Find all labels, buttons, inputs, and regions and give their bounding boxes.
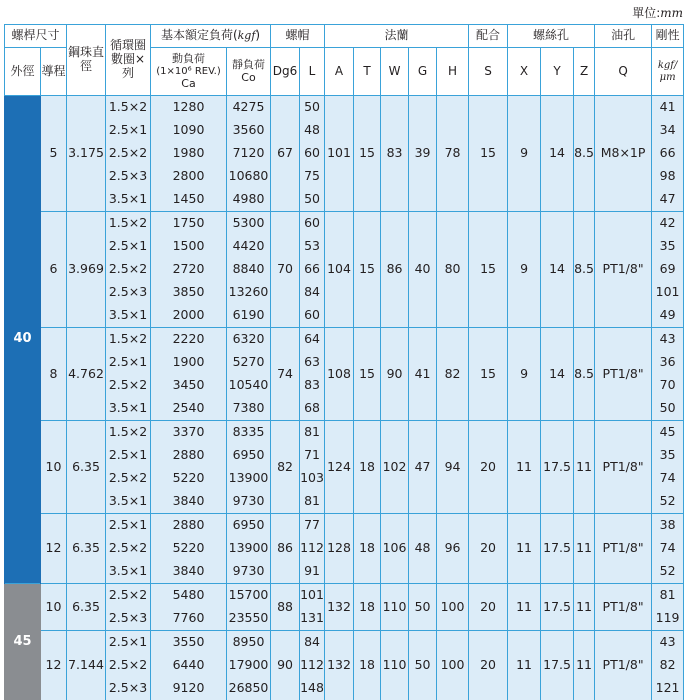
ball-screw-spec-table xyxy=(4,24,684,700)
s-cell: 20 xyxy=(469,514,508,584)
dynamic-load-cell: 5220 xyxy=(151,467,227,490)
t-cell: 15 xyxy=(354,96,381,212)
header-y: Y xyxy=(541,48,574,96)
header-flange: 法蘭 xyxy=(325,25,469,48)
table-body xyxy=(5,96,684,700)
x-cell: 11 xyxy=(508,421,541,514)
header-s: S xyxy=(469,48,508,96)
x-cell: 11 xyxy=(508,584,541,631)
static-load-cell: 5300 xyxy=(227,212,271,236)
t-cell: 18 xyxy=(354,631,381,700)
w-cell: 83 xyxy=(381,96,409,212)
circuits-cell: 2.5×2 xyxy=(106,467,151,490)
g-cell: 47 xyxy=(409,421,437,514)
x-cell: 9 xyxy=(508,96,541,212)
h-cell: 94 xyxy=(437,421,469,514)
l-cell: 103 xyxy=(300,467,325,490)
stiffness-cell: 43 xyxy=(652,631,684,655)
circuits-cell: 2.5×1 xyxy=(106,119,151,142)
t-cell: 18 xyxy=(354,421,381,514)
a-cell: 132 xyxy=(325,584,354,631)
static-load-cell: 5270 xyxy=(227,351,271,374)
dg6-cell: 74 xyxy=(271,328,300,421)
circuits-cell: 2.5×1 xyxy=(106,444,151,467)
circuits-cell: 2.5×1 xyxy=(106,235,151,258)
q-cell: PT1/8" xyxy=(595,328,652,421)
dynamic-load-cell: 2000 xyxy=(151,304,227,328)
h-cell: 78 xyxy=(437,96,469,212)
table-row xyxy=(5,631,684,655)
header-screw-size: 螺桿尺寸 xyxy=(5,25,67,48)
circuits-cell: 2.5×3 xyxy=(106,281,151,304)
w-cell: 110 xyxy=(381,631,409,700)
ball-dia-cell: 3.969 xyxy=(67,212,106,328)
stiffness-cell: 74 xyxy=(652,537,684,560)
lead-cell: 8 xyxy=(41,328,67,421)
static-load-cell: 13260 xyxy=(227,281,271,304)
static-load-cell: 7120 xyxy=(227,142,271,165)
dynamic-load-cell: 3840 xyxy=(151,490,227,514)
table-row xyxy=(5,514,684,538)
header-t: T xyxy=(354,48,381,96)
y-cell: 14 xyxy=(541,328,574,421)
header-lead: 導程 xyxy=(41,48,67,96)
static-load-cell: 6320 xyxy=(227,328,271,352)
circuits-cell: 2.5×3 xyxy=(106,677,151,700)
dynamic-load-cell: 1500 xyxy=(151,235,227,258)
l-cell: 112 xyxy=(300,537,325,560)
dynamic-load-cell: 3450 xyxy=(151,374,227,397)
static-load-cell: 4420 xyxy=(227,235,271,258)
header-z: Z xyxy=(574,48,595,96)
l-cell: 63 xyxy=(300,351,325,374)
dynamic-load-cell: 1280 xyxy=(151,96,227,120)
y-cell: 17.5 xyxy=(541,631,574,700)
s-cell: 15 xyxy=(469,96,508,212)
l-cell: 112 xyxy=(300,654,325,677)
table-row xyxy=(5,584,684,608)
lead-cell: 10 xyxy=(41,421,67,514)
table-row xyxy=(5,212,684,236)
stiffness-cell: 52 xyxy=(652,490,684,514)
header-g: G xyxy=(409,48,437,96)
dynamic-load-cell: 2220 xyxy=(151,328,227,352)
dg6-cell: 88 xyxy=(271,584,300,631)
header-stiff-unit: kgf/μm xyxy=(652,48,684,96)
outer-dia-cell: 40 xyxy=(5,96,41,584)
dynamic-load-cell: 5220 xyxy=(151,537,227,560)
circuits-cell: 2.5×2 xyxy=(106,584,151,608)
stiffness-cell: 38 xyxy=(652,514,684,538)
dg6-cell: 82 xyxy=(271,421,300,514)
static-load-cell: 26850 xyxy=(227,677,271,700)
l-cell: 60 xyxy=(300,212,325,236)
static-load-cell: 9730 xyxy=(227,560,271,584)
ball-dia-cell: 6.35 xyxy=(67,421,106,514)
a-cell: 104 xyxy=(325,212,354,328)
g-cell: 39 xyxy=(409,96,437,212)
q-cell: M8×1P xyxy=(595,96,652,212)
stiffness-cell: 45 xyxy=(652,421,684,445)
h-cell: 80 xyxy=(437,212,469,328)
circuits-cell: 2.5×2 xyxy=(106,142,151,165)
stiffness-cell: 119 xyxy=(652,607,684,631)
l-cell: 53 xyxy=(300,235,325,258)
s-cell: 15 xyxy=(469,328,508,421)
w-cell: 90 xyxy=(381,328,409,421)
header-outer-dia: 外徑 xyxy=(5,48,41,96)
static-load-cell: 4980 xyxy=(227,188,271,212)
q-cell: PT1/8" xyxy=(595,631,652,700)
dynamic-load-cell: 6440 xyxy=(151,654,227,677)
ball-dia-cell: 3.175 xyxy=(67,96,106,212)
l-cell: 131 xyxy=(300,607,325,631)
t-cell: 18 xyxy=(354,584,381,631)
a-cell: 128 xyxy=(325,514,354,584)
unit-label: 單位:mm xyxy=(632,4,683,21)
dynamic-load-cell: 2880 xyxy=(151,444,227,467)
y-cell: 14 xyxy=(541,96,574,212)
dynamic-load-cell: 2540 xyxy=(151,397,227,421)
g-cell: 40 xyxy=(409,212,437,328)
circuits-cell: 1.5×2 xyxy=(106,328,151,352)
stiffness-cell: 121 xyxy=(652,677,684,700)
x-cell: 9 xyxy=(508,328,541,421)
header-circuits: 循環圈數圈×列 xyxy=(106,25,151,96)
static-load-cell: 3560 xyxy=(227,119,271,142)
lead-cell: 5 xyxy=(41,96,67,212)
header-dynamic: 動負荷 (1×10⁶ REV.) Ca xyxy=(151,48,227,96)
stiffness-cell: 49 xyxy=(652,304,684,328)
header-bolt: 螺絲孔 xyxy=(508,25,595,48)
table-row xyxy=(5,328,684,352)
h-cell: 100 xyxy=(437,631,469,700)
lead-cell: 6 xyxy=(41,212,67,328)
stiffness-cell: 82 xyxy=(652,654,684,677)
s-cell: 20 xyxy=(469,584,508,631)
q-cell: PT1/8" xyxy=(595,212,652,328)
stiffness-cell: 34 xyxy=(652,119,684,142)
l-cell: 84 xyxy=(300,631,325,655)
circuits-cell: 2.5×1 xyxy=(106,514,151,538)
stiffness-cell: 81 xyxy=(652,584,684,608)
table-row xyxy=(5,421,684,445)
circuits-cell: 2.5×2 xyxy=(106,258,151,281)
static-load-cell: 8950 xyxy=(227,631,271,655)
static-load-cell: 10540 xyxy=(227,374,271,397)
dynamic-load-cell: 5480 xyxy=(151,584,227,608)
l-cell: 66 xyxy=(300,258,325,281)
stiffness-cell: 43 xyxy=(652,328,684,352)
l-cell: 101 xyxy=(300,584,325,608)
s-cell: 20 xyxy=(469,631,508,700)
l-cell: 50 xyxy=(300,96,325,120)
stiffness-cell: 98 xyxy=(652,165,684,188)
l-cell: 81 xyxy=(300,490,325,514)
stiffness-cell: 66 xyxy=(652,142,684,165)
z-cell: 11 xyxy=(574,514,595,584)
static-load-cell: 6190 xyxy=(227,304,271,328)
s-cell: 20 xyxy=(469,421,508,514)
dynamic-load-cell: 1750 xyxy=(151,212,227,236)
circuits-cell: 2.5×3 xyxy=(106,607,151,631)
circuits-cell: 3.5×1 xyxy=(106,188,151,212)
l-cell: 75 xyxy=(300,165,325,188)
static-load-cell: 9730 xyxy=(227,490,271,514)
header-x: X xyxy=(508,48,541,96)
ball-dia-cell: 4.762 xyxy=(67,328,106,421)
dynamic-load-cell: 2720 xyxy=(151,258,227,281)
header-a: A xyxy=(325,48,354,96)
dynamic-load-cell: 3850 xyxy=(151,281,227,304)
header-nut: 螺帽 xyxy=(271,25,325,48)
dynamic-load-cell: 3550 xyxy=(151,631,227,655)
q-cell: PT1/8" xyxy=(595,584,652,631)
stiffness-cell: 36 xyxy=(652,351,684,374)
dynamic-load-cell: 1900 xyxy=(151,351,227,374)
stiffness-cell: 35 xyxy=(652,235,684,258)
header-w: W xyxy=(381,48,409,96)
header-fit: 配合 xyxy=(469,25,508,48)
circuits-cell: 2.5×1 xyxy=(106,351,151,374)
h-cell: 82 xyxy=(437,328,469,421)
w-cell: 106 xyxy=(381,514,409,584)
stiffness-cell: 74 xyxy=(652,467,684,490)
l-cell: 81 xyxy=(300,421,325,445)
l-cell: 84 xyxy=(300,281,325,304)
dynamic-load-cell: 3840 xyxy=(151,560,227,584)
g-cell: 50 xyxy=(409,584,437,631)
l-cell: 60 xyxy=(300,142,325,165)
stiffness-cell: 70 xyxy=(652,374,684,397)
dynamic-load-cell: 1450 xyxy=(151,188,227,212)
circuits-cell: 3.5×1 xyxy=(106,397,151,421)
l-cell: 148 xyxy=(300,677,325,700)
static-load-cell: 13900 xyxy=(227,467,271,490)
static-load-cell: 6950 xyxy=(227,514,271,538)
static-load-cell: 13900 xyxy=(227,537,271,560)
w-cell: 86 xyxy=(381,212,409,328)
circuits-cell: 2.5×2 xyxy=(106,654,151,677)
header-stiff: 剛性 xyxy=(652,25,684,48)
header-dg6: Dg6 xyxy=(271,48,300,96)
dynamic-load-cell: 1090 xyxy=(151,119,227,142)
dynamic-load-cell: 2800 xyxy=(151,165,227,188)
t-cell: 15 xyxy=(354,212,381,328)
a-cell: 124 xyxy=(325,421,354,514)
circuits-cell: 1.5×2 xyxy=(106,212,151,236)
stiffness-cell: 50 xyxy=(652,397,684,421)
header-static: 靜負荷 Co xyxy=(227,48,271,96)
circuits-cell: 2.5×3 xyxy=(106,165,151,188)
a-cell: 132 xyxy=(325,631,354,700)
y-cell: 17.5 xyxy=(541,514,574,584)
s-cell: 15 xyxy=(469,212,508,328)
q-cell: PT1/8" xyxy=(595,514,652,584)
ball-dia-cell: 6.35 xyxy=(67,584,106,631)
stiffness-cell: 35 xyxy=(652,444,684,467)
w-cell: 110 xyxy=(381,584,409,631)
header-oil: 油孔 xyxy=(595,25,652,48)
x-cell: 9 xyxy=(508,212,541,328)
static-load-cell: 7380 xyxy=(227,397,271,421)
x-cell: 11 xyxy=(508,514,541,584)
header-ball-dia: 鋼珠直徑 xyxy=(67,25,106,96)
q-cell: PT1/8" xyxy=(595,421,652,514)
dg6-cell: 86 xyxy=(271,514,300,584)
l-cell: 77 xyxy=(300,514,325,538)
a-cell: 101 xyxy=(325,96,354,212)
circuits-cell: 2.5×1 xyxy=(106,631,151,655)
table-row xyxy=(5,96,684,120)
static-load-cell: 15700 xyxy=(227,584,271,608)
dynamic-load-cell: 2880 xyxy=(151,514,227,538)
stiffness-cell: 52 xyxy=(652,560,684,584)
lead-cell: 12 xyxy=(41,631,67,700)
static-load-cell: 6950 xyxy=(227,444,271,467)
l-cell: 48 xyxy=(300,119,325,142)
lead-cell: 10 xyxy=(41,584,67,631)
static-load-cell: 8335 xyxy=(227,421,271,445)
ball-dia-cell: 7.144 xyxy=(67,631,106,700)
t-cell: 18 xyxy=(354,514,381,584)
stiffness-cell: 47 xyxy=(652,188,684,212)
stiffness-cell: 101 xyxy=(652,281,684,304)
l-cell: 64 xyxy=(300,328,325,352)
dynamic-load-cell: 3370 xyxy=(151,421,227,445)
z-cell: 11 xyxy=(574,631,595,700)
y-cell: 14 xyxy=(541,212,574,328)
z-cell: 8.5 xyxy=(574,212,595,328)
a-cell: 108 xyxy=(325,328,354,421)
dg6-cell: 70 xyxy=(271,212,300,328)
circuits-cell: 3.5×1 xyxy=(106,304,151,328)
stiffness-cell: 69 xyxy=(652,258,684,281)
header-load: 基本額定負荷(kgf) xyxy=(151,25,271,48)
h-cell: 100 xyxy=(437,584,469,631)
t-cell: 15 xyxy=(354,328,381,421)
static-load-cell: 10680 xyxy=(227,165,271,188)
dg6-cell: 67 xyxy=(271,96,300,212)
dynamic-load-cell: 9120 xyxy=(151,677,227,700)
l-cell: 50 xyxy=(300,188,325,212)
circuits-cell: 2.5×2 xyxy=(106,374,151,397)
y-cell: 17.5 xyxy=(541,584,574,631)
dg6-cell: 90 xyxy=(271,631,300,700)
w-cell: 102 xyxy=(381,421,409,514)
z-cell: 8.5 xyxy=(574,96,595,212)
g-cell: 48 xyxy=(409,514,437,584)
circuits-cell: 3.5×1 xyxy=(106,490,151,514)
l-cell: 83 xyxy=(300,374,325,397)
l-cell: 60 xyxy=(300,304,325,328)
dynamic-load-cell: 1980 xyxy=(151,142,227,165)
lead-cell: 12 xyxy=(41,514,67,584)
circuits-cell: 1.5×2 xyxy=(106,96,151,120)
y-cell: 17.5 xyxy=(541,421,574,514)
l-cell: 91 xyxy=(300,560,325,584)
header-h: H xyxy=(437,48,469,96)
z-cell: 11 xyxy=(574,421,595,514)
g-cell: 50 xyxy=(409,631,437,700)
z-cell: 11 xyxy=(574,584,595,631)
z-cell: 8.5 xyxy=(574,328,595,421)
header-q: Q xyxy=(595,48,652,96)
x-cell: 11 xyxy=(508,631,541,700)
ball-dia-cell: 6.35 xyxy=(67,514,106,584)
circuits-cell: 1.5×2 xyxy=(106,421,151,445)
dynamic-load-cell: 7760 xyxy=(151,607,227,631)
l-cell: 68 xyxy=(300,397,325,421)
outer-dia-cell: 45 xyxy=(5,584,41,700)
circuits-cell: 2.5×2 xyxy=(106,537,151,560)
stiffness-cell: 41 xyxy=(652,96,684,120)
static-load-cell: 23550 xyxy=(227,607,271,631)
stiffness-cell: 42 xyxy=(652,212,684,236)
l-cell: 71 xyxy=(300,444,325,467)
circuits-cell: 3.5×1 xyxy=(106,560,151,584)
static-load-cell: 8840 xyxy=(227,258,271,281)
header-l: L xyxy=(300,48,325,96)
static-load-cell: 17900 xyxy=(227,654,271,677)
static-load-cell: 4275 xyxy=(227,96,271,120)
g-cell: 41 xyxy=(409,328,437,421)
h-cell: 96 xyxy=(437,514,469,584)
